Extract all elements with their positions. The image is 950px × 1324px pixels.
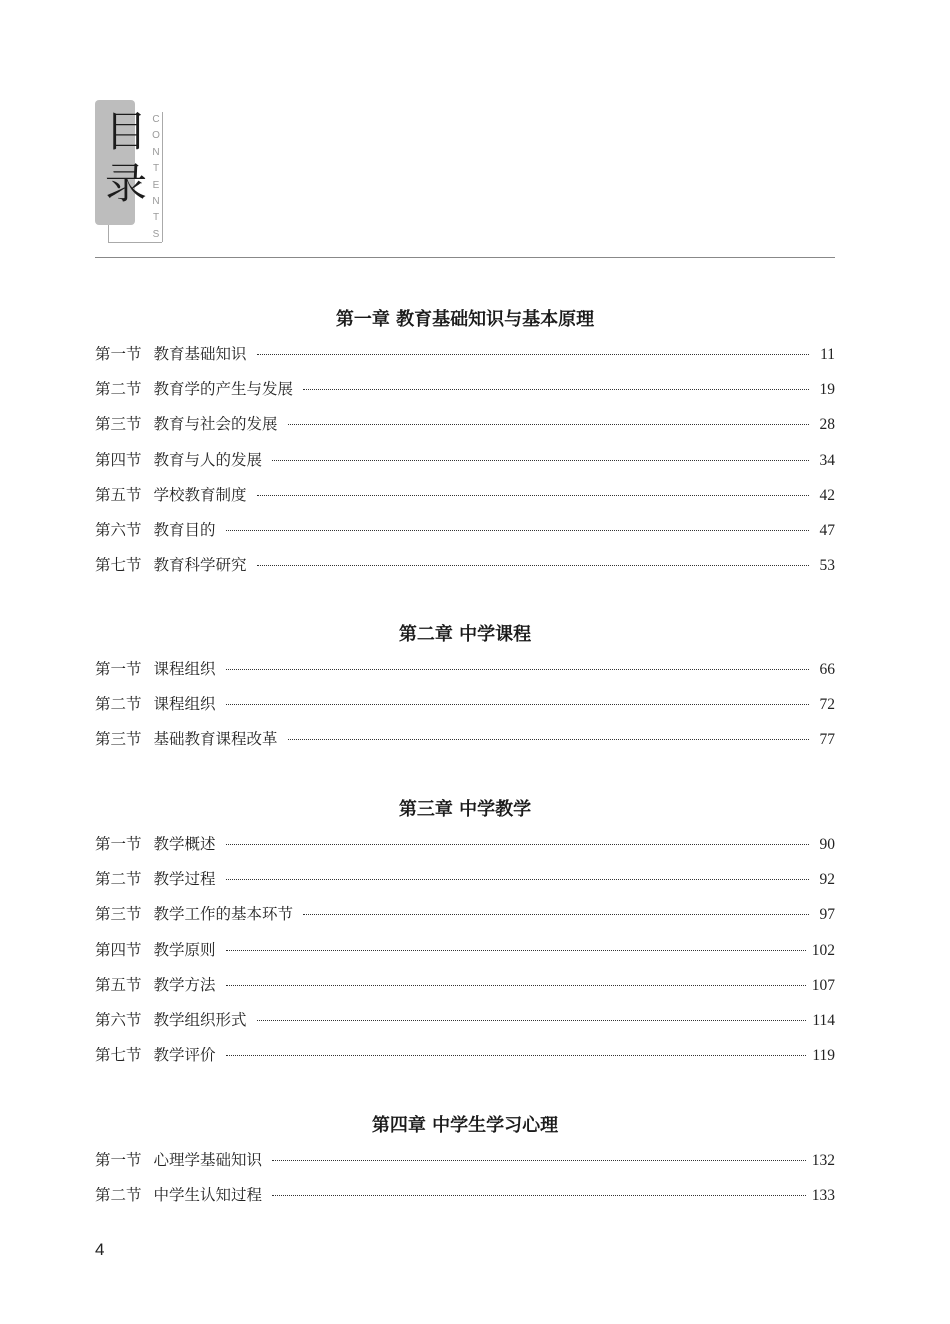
page-ref: 114 <box>812 1011 835 1029</box>
page-ref: 107 <box>811 976 835 994</box>
section-name: 教育目的 <box>153 520 216 539</box>
section-number: 第一节 <box>95 1151 142 1169</box>
chapter-title: 第一章 教育基础知识与基本原理 <box>335 309 595 330</box>
section-name: 教育基础知识 <box>153 345 247 363</box>
header-divider <box>95 257 835 258</box>
section-name: 课程组织 <box>153 695 216 714</box>
section-name: 教学过程 <box>153 870 216 889</box>
dot-leader <box>226 985 806 986</box>
page-ref: 11 <box>820 346 835 363</box>
page-ref: 47 <box>819 521 835 539</box>
section-number: 第二节 <box>95 870 142 889</box>
toc-entry[interactable] <box>95 1038 835 1073</box>
contents-letter: T <box>152 212 160 224</box>
toc-entry[interactable] <box>95 827 835 862</box>
contents-letter: N <box>152 146 160 158</box>
chapter-2 <box>95 620 835 758</box>
title-char: 录 <box>104 159 147 208</box>
section-name: 教学组织形式 <box>153 1010 247 1029</box>
toc-entry[interactable] <box>95 372 835 407</box>
chapter-4 <box>95 1111 835 1213</box>
toc-entry[interactable] <box>95 687 835 722</box>
toc-entry[interactable] <box>95 407 835 442</box>
page-ref: 19 <box>819 381 835 399</box>
section-name: 教学工作的基本环节 <box>153 905 294 924</box>
page-ref: 28 <box>819 416 835 434</box>
page-ref: 66 <box>819 661 835 678</box>
toc-entry[interactable] <box>95 897 835 932</box>
contents-letter: S <box>152 228 160 240</box>
section-number: 第三节 <box>95 415 142 434</box>
contents-letter: O <box>152 130 160 142</box>
contents-letter: N <box>152 196 160 208</box>
page-ref: 77 <box>819 731 835 749</box>
toc-title <box>95 106 157 210</box>
dot-leader <box>226 879 809 880</box>
toc-header <box>95 100 175 250</box>
dot-leader <box>288 739 809 740</box>
dot-leader <box>226 950 806 951</box>
section-name: 教育与社会的发展 <box>153 415 278 434</box>
title-char: 目 <box>104 107 147 156</box>
dot-leader <box>226 669 809 670</box>
page-ref: 90 <box>819 836 835 853</box>
page-ref: 53 <box>819 557 835 575</box>
section-name: 教学方法 <box>153 975 216 994</box>
toc-entry[interactable] <box>95 337 835 372</box>
dot-leader <box>226 1055 807 1056</box>
section-number: 第四节 <box>95 450 142 469</box>
page-ref: 34 <box>819 451 835 469</box>
dot-leader <box>257 495 809 496</box>
section-name: 教育学的产生与发展 <box>153 380 294 399</box>
chapter-title: 第二章 中学课程 <box>398 624 532 645</box>
section-number: 第三节 <box>95 730 142 749</box>
section-name: 教育科学研究 <box>153 556 247 575</box>
toc-entry[interactable] <box>95 1003 835 1038</box>
header-bracket-line <box>108 242 162 243</box>
section-number: 第二节 <box>95 380 142 399</box>
dot-leader <box>226 530 809 531</box>
dot-leader <box>303 389 809 390</box>
page-ref: 97 <box>819 906 835 924</box>
contents-letter: E <box>152 179 160 191</box>
dot-leader <box>257 354 809 355</box>
section-number: 第五节 <box>95 485 142 504</box>
chapter-3 <box>95 795 835 1073</box>
toc-entry[interactable] <box>95 478 835 513</box>
page-ref: 72 <box>819 696 835 714</box>
section-number: 第四节 <box>95 940 142 959</box>
dot-leader <box>272 1195 806 1196</box>
chapter-title: 第四章 中学生学习心理 <box>371 1115 559 1136</box>
page-ref: 102 <box>811 941 835 959</box>
dot-leader <box>288 424 809 425</box>
dot-leader <box>226 844 809 845</box>
toc-entry[interactable] <box>95 652 835 687</box>
chapter-title: 第三章 中学教学 <box>398 799 532 820</box>
page-number: 4 <box>95 1240 105 1259</box>
page-ref: 132 <box>811 1152 835 1169</box>
section-name: 基础教育课程改革 <box>153 730 278 749</box>
section-name: 心理学基础知识 <box>153 1151 263 1169</box>
page-ref: 119 <box>812 1047 835 1065</box>
section-number: 第七节 <box>95 1046 142 1065</box>
dot-leader <box>272 460 809 461</box>
toc-entry[interactable] <box>95 513 835 548</box>
toc-entry[interactable] <box>95 968 835 1003</box>
toc-entry[interactable] <box>95 1178 835 1213</box>
section-number: 第一节 <box>95 660 142 678</box>
section-number: 第五节 <box>95 975 142 994</box>
toc-entry[interactable] <box>95 1143 835 1178</box>
section-name: 教育与人的发展 <box>153 450 263 469</box>
contents-letter: T <box>152 163 160 175</box>
section-number: 第三节 <box>95 905 142 924</box>
section-number: 第七节 <box>95 556 142 575</box>
page-ref: 133 <box>811 1187 835 1205</box>
section-number: 第六节 <box>95 1010 142 1029</box>
section-name: 学校教育制度 <box>153 485 247 504</box>
section-number: 第二节 <box>95 695 142 714</box>
toc-entry[interactable] <box>95 933 835 968</box>
section-name: 中学生认知过程 <box>153 1186 263 1205</box>
dot-leader <box>257 1020 807 1021</box>
section-name: 教学概述 <box>153 835 216 853</box>
toc-entry[interactable] <box>95 722 835 757</box>
section-number: 第六节 <box>95 520 142 539</box>
section-name: 课程组织 <box>153 660 216 678</box>
page-ref: 92 <box>819 871 835 889</box>
dot-leader <box>257 565 809 566</box>
dot-leader <box>226 704 809 705</box>
dot-leader <box>272 1160 806 1161</box>
header-bracket-line <box>108 225 109 242</box>
toc-entry[interactable] <box>95 862 835 897</box>
chapter-1 <box>95 305 835 583</box>
section-name: 教学评价 <box>153 1046 216 1065</box>
contents-vertical-label <box>149 112 163 243</box>
section-number: 第一节 <box>95 835 142 853</box>
section-name: 教学原则 <box>153 940 216 959</box>
toc-entry[interactable] <box>95 443 835 478</box>
header-bracket-line <box>162 112 163 242</box>
dot-leader <box>303 914 809 915</box>
toc-entry[interactable] <box>95 548 835 583</box>
section-number: 第一节 <box>95 345 142 363</box>
section-number: 第二节 <box>95 1186 142 1205</box>
page-ref: 42 <box>819 486 835 504</box>
contents-letter: C <box>152 114 160 125</box>
